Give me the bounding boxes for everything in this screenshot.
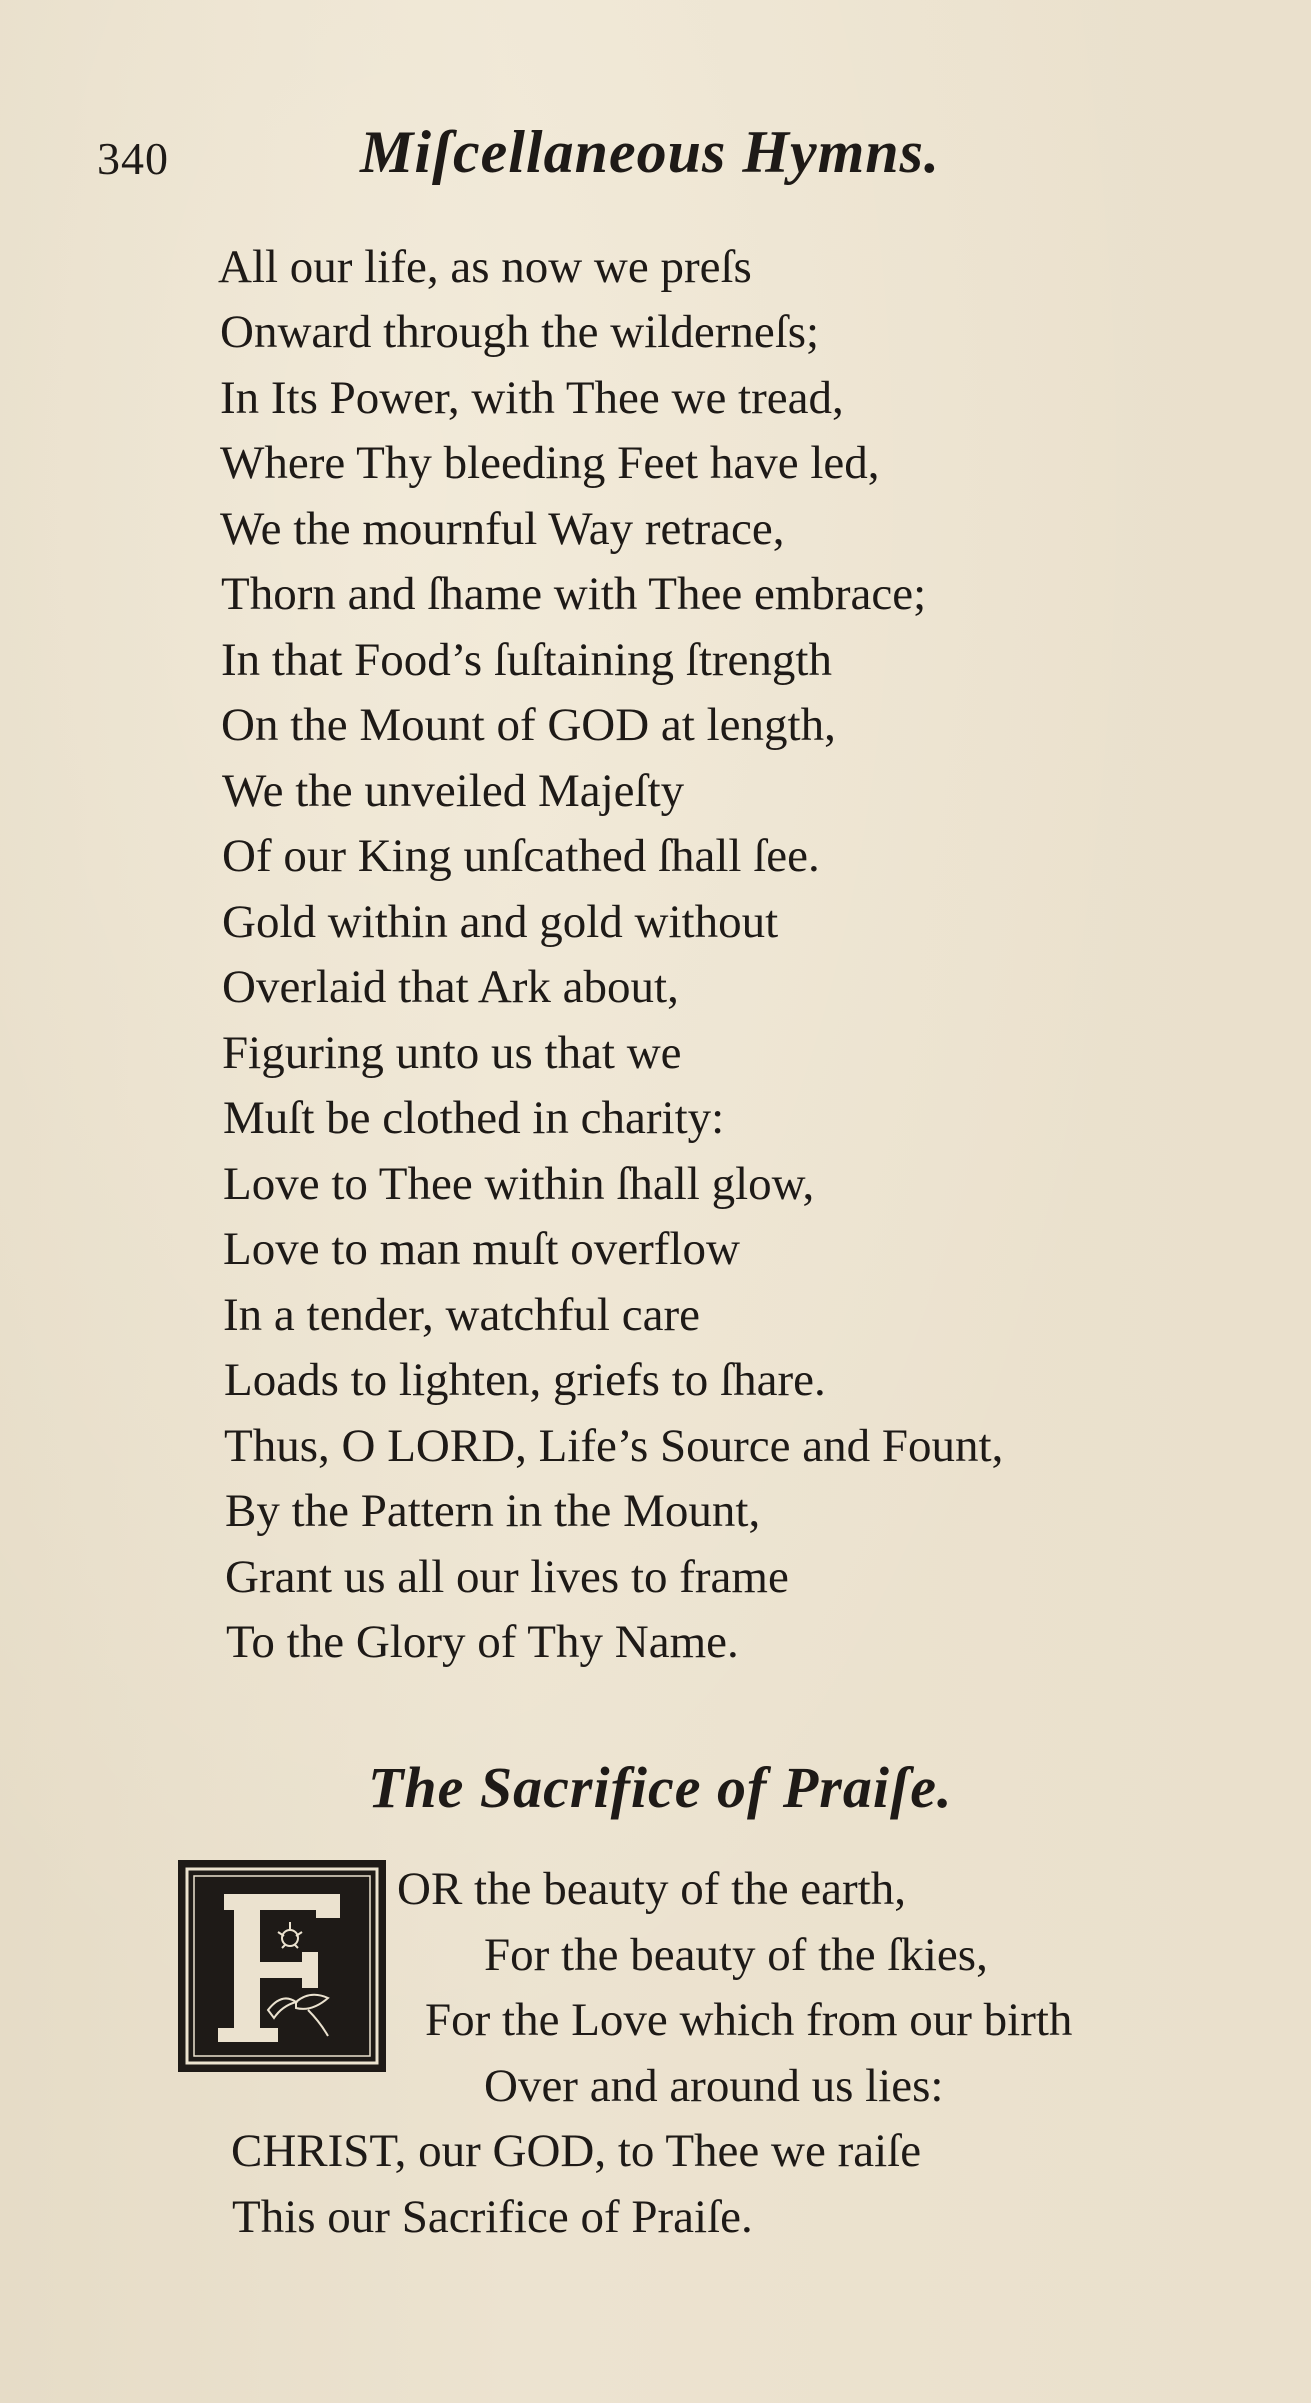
verse-line: Where Thy bleeding Feet have led, [220,437,880,489]
verse-line: Gold within and gold without [222,896,779,948]
verse-line: To the Glory of Thy Name. [226,1616,739,1668]
verse-line: For the Love which from our birth [425,1994,1073,2046]
dropcap-initial [178,1860,386,2072]
verse-line: By the Pattern in the Mount, [225,1485,761,1537]
verse-line: Grant us all our lives to frame [225,1551,789,1603]
verse-line: OR the beauty of the earth, [397,1863,906,1915]
hymn-title: The Sacrifice of Praiſe. [368,1755,953,1820]
page-number: 340 [97,133,169,184]
verse-line: Of our King unſcathed ſhall ſee. [222,830,820,882]
verse-line: Muſt be clothed in charity: [223,1092,725,1144]
verse-line: Over and around us lies: [484,2060,944,2112]
verse-line: Thorn and ſhame with Thee embrace; [221,568,927,620]
verse-line: On the Mount of GOD at length, [221,699,836,751]
verse-line: In that Food’s ſuſtaining ſtrength [221,634,832,686]
verse-line: All our life, as now we preſs [218,241,752,293]
dropcap-ornament-icon [178,1860,386,2072]
verse-line: CHRIST, our GOD, to Thee we raiſe [231,2125,922,2177]
verse-line: In a tender, watchful care [223,1289,700,1341]
verse-line: Figuring unto us that we [222,1027,682,1079]
verse-line: Onward through the wilderneſs; [220,306,820,358]
verse-line: Loads to lighten, griefs to ſhare. [224,1354,826,1406]
verse-line: We the unveiled Majeſty [222,765,685,817]
verse-line: Love to Thee within ſhall glow, [223,1158,815,1210]
verse-line: Love to man muſt overflow [223,1223,740,1275]
verse-line: Thus, O LORD, Life’s Source and Fount, [224,1420,1004,1472]
running-title: Miſcellaneous Hymns. [360,119,941,185]
verse-line: In Its Power, with Thee we tread, [220,372,844,424]
verse-line: Overlaid that Ark about, [222,961,679,1013]
verse-line: This our Sacrifice of Praiſe. [232,2191,753,2243]
verse-line: We the mournful Way retrace, [220,503,785,555]
verse-line: For the beauty of the ſkies, [484,1929,988,1981]
